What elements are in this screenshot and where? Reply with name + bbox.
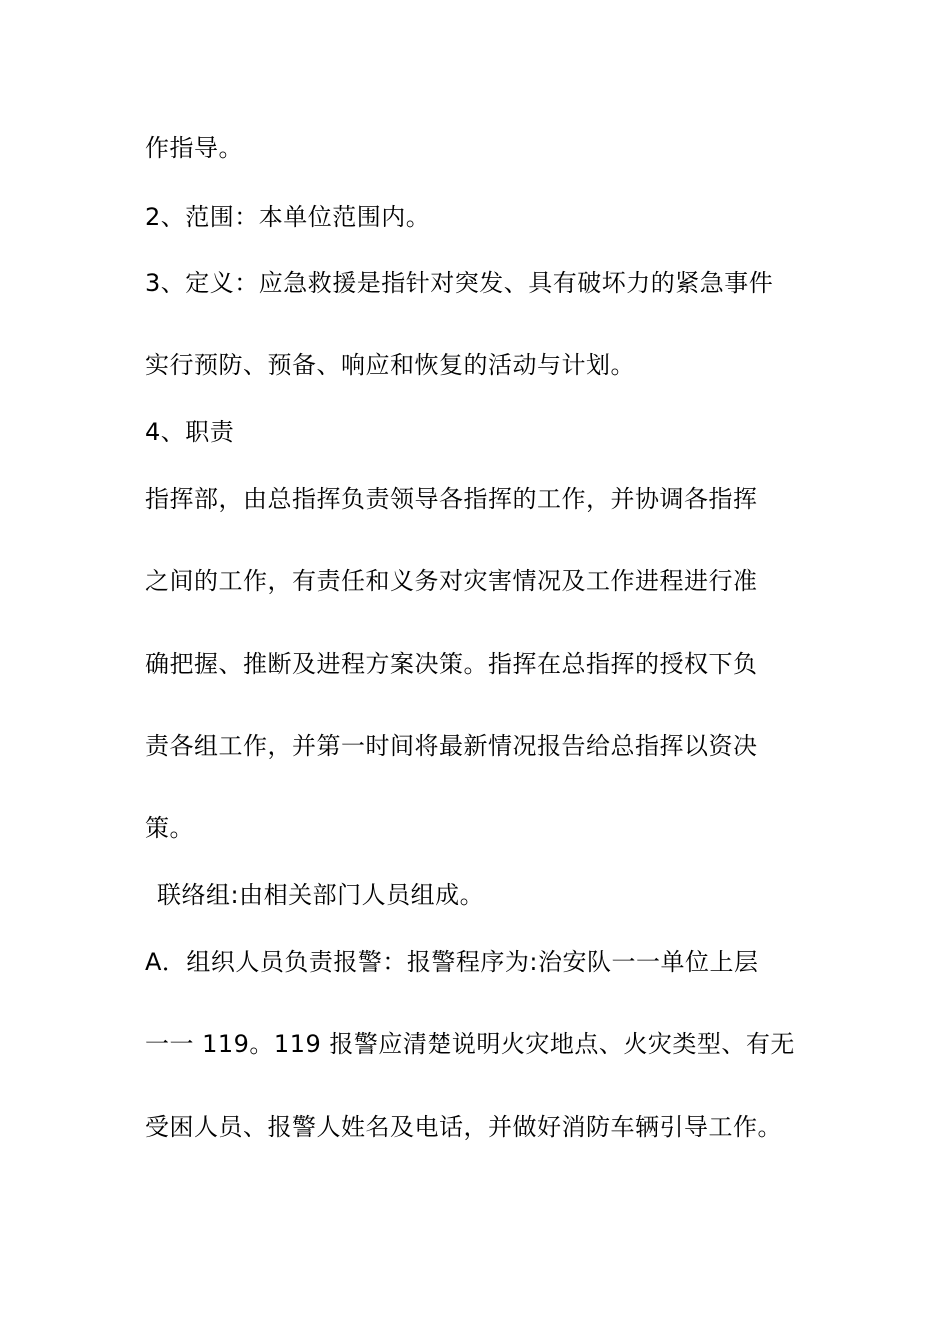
text-line-liaison: 联络组:由相关部门人员组成。 xyxy=(157,881,485,909)
text-line-alarm-3: 受困人员、报警人姓名及电话，并做好消防车辆引导工作。 xyxy=(145,1113,782,1141)
text-line-definition: 3、定义：应急救援是指针对突发、具有破坏力的紧急事件 xyxy=(145,269,774,297)
text-line-definition-cont: 实行预防、预备、响应和恢复的活动与计划。 xyxy=(145,351,635,379)
text-line-command-2: 之间的工作，有责任和义务对灾害情况及工作进程进行准 xyxy=(145,567,758,595)
text-line-duties-heading: 4、职责 xyxy=(145,418,235,446)
text-line-command-1: 指挥部，由总指挥负责领导各指挥的工作，并协调各指挥 xyxy=(145,485,758,513)
text-line-scope: 2、范围：本单位范围内。 xyxy=(145,203,431,231)
text-line-alarm-1: A．组织人员负责报警：报警程序为:治安队一一单位上层 xyxy=(145,948,759,976)
text-line-continuation: 作指导。 xyxy=(145,134,243,162)
text-line-command-4: 责各组工作，并第一时间将最新情况报告给总指挥以资决 xyxy=(145,732,758,760)
text-line-command-3: 确把握、推断及进程方案决策。指挥在总指挥的授权下负 xyxy=(145,650,758,678)
text-line-alarm-2: 一一 119。119 报警应清楚说明火灾地点、火灾类型、有无 xyxy=(145,1030,795,1058)
text-line-command-5: 策。 xyxy=(145,814,194,842)
